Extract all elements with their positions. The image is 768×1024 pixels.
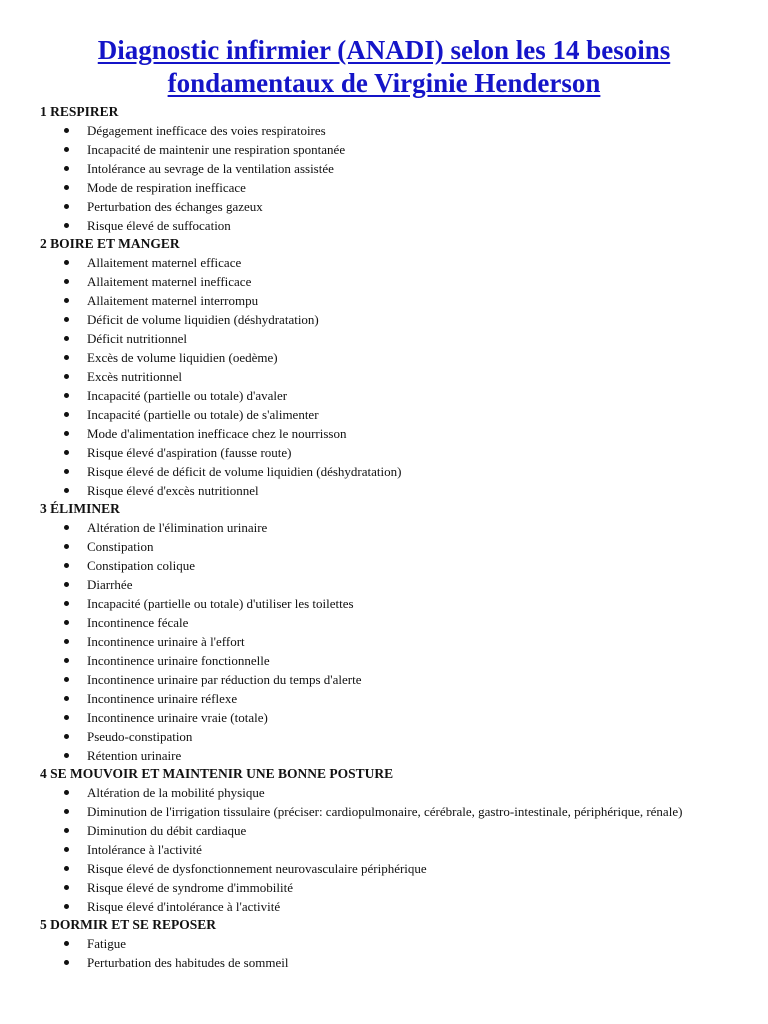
list-item: Risque élevé de déficit de volume liquidien (déshydratation) xyxy=(40,462,768,481)
list-item: Incontinence urinaire vraie (totale) xyxy=(40,708,768,727)
list-item: Intolérance au sevrage de la ventilation assistée xyxy=(40,159,768,178)
list-item: Allaitement maternel efficace xyxy=(40,253,768,272)
list-item: Déficit nutritionnel xyxy=(40,329,768,348)
list-item: Pseudo-constipation xyxy=(40,727,768,746)
diagnosis-list xyxy=(0,103,768,972)
list-item: Rétention urinaire xyxy=(40,746,768,765)
title-line-1[interactable]: Diagnostic infirmier (ANADI) selon les 14 besoins xyxy=(97,35,671,65)
section-list xyxy=(40,121,768,235)
section-heading: 5 DORMIR ET SE REPOSER xyxy=(40,917,217,932)
list-item: Perturbation des échanges gazeux xyxy=(40,197,768,216)
list-item: Altération de la mobilité physique xyxy=(40,783,768,802)
list-item: Diminution du débit cardiaque xyxy=(40,821,768,840)
list-item: Incontinence fécale xyxy=(40,613,768,632)
title-line-2[interactable]: fondamentaux de Virginie Henderson xyxy=(167,68,601,98)
section-list xyxy=(40,518,768,765)
list-item: Perturbation des habitudes de sommeil xyxy=(40,953,768,972)
list-item: Diminution de l'irrigation tissulaire (préciser: cardiopulmonaire, cérébrale, gastro-intestinale, périphérique, rénale) xyxy=(40,802,768,821)
list-item: Incontinence urinaire fonctionnelle xyxy=(40,651,768,670)
list-item: Incapacité (partielle ou totale) de s'alimenter xyxy=(40,405,768,424)
section-list xyxy=(40,934,768,972)
section-heading: 1 RESPIRER xyxy=(40,104,119,119)
list-item: Incontinence urinaire réflexe xyxy=(40,689,768,708)
list-item: Excès nutritionnel xyxy=(40,367,768,386)
list-item: Déficit de volume liquidien (déshydratation) xyxy=(40,310,768,329)
list-item: Risque élevé de suffocation xyxy=(40,216,768,235)
list-item: Mode d'alimentation inefficace chez le nourrisson xyxy=(40,424,768,443)
list-item: Diarrhée xyxy=(40,575,768,594)
list-item: Incontinence urinaire à l'effort xyxy=(40,632,768,651)
section-list xyxy=(40,253,768,500)
section-heading: 4 SE MOUVOIR ET MAINTENIR UNE BONNE POSTURE xyxy=(40,766,394,781)
list-item: Allaitement maternel inefficace xyxy=(40,272,768,291)
section-list xyxy=(40,783,768,916)
list-item: Mode de respiration inefficace xyxy=(40,178,768,197)
list-item: Dégagement inefficace des voies respiratoires xyxy=(40,121,768,140)
list-item: Incapacité (partielle ou totale) d'avaler xyxy=(40,386,768,405)
list-item: Incapacité de maintenir une respiration spontanée xyxy=(40,140,768,159)
list-item: Fatigue xyxy=(40,934,768,953)
list-item: Constipation xyxy=(40,537,768,556)
list-item: Incapacité (partielle ou totale) d'utiliser les toilettes xyxy=(40,594,768,613)
section-heading: 3 ÉLIMINER xyxy=(40,501,120,516)
list-item: Incontinence urinaire par réduction du temps d'alerte xyxy=(40,670,768,689)
page-title[interactable] xyxy=(30,34,738,100)
list-item: Altération de l'élimination urinaire xyxy=(40,518,768,537)
list-item: Allaitement maternel interrompu xyxy=(40,291,768,310)
list-item: Excès de volume liquidien (oedème) xyxy=(40,348,768,367)
list-item: Risque élevé de syndrome d'immobilité xyxy=(40,878,768,897)
list-item: Risque élevé d'intolérance à l'activité xyxy=(40,897,768,916)
list-item: Intolérance à l'activité xyxy=(40,840,768,859)
list-item: Risque élevé d'aspiration (fausse route) xyxy=(40,443,768,462)
section-heading: 2 BOIRE ET MANGER xyxy=(40,236,180,251)
list-item: Risque élevé de dysfonctionnement neurovasculaire périphérique xyxy=(40,859,768,878)
list-item: Constipation colique xyxy=(40,556,768,575)
list-item: Risque élevé d'excès nutritionnel xyxy=(40,481,768,500)
